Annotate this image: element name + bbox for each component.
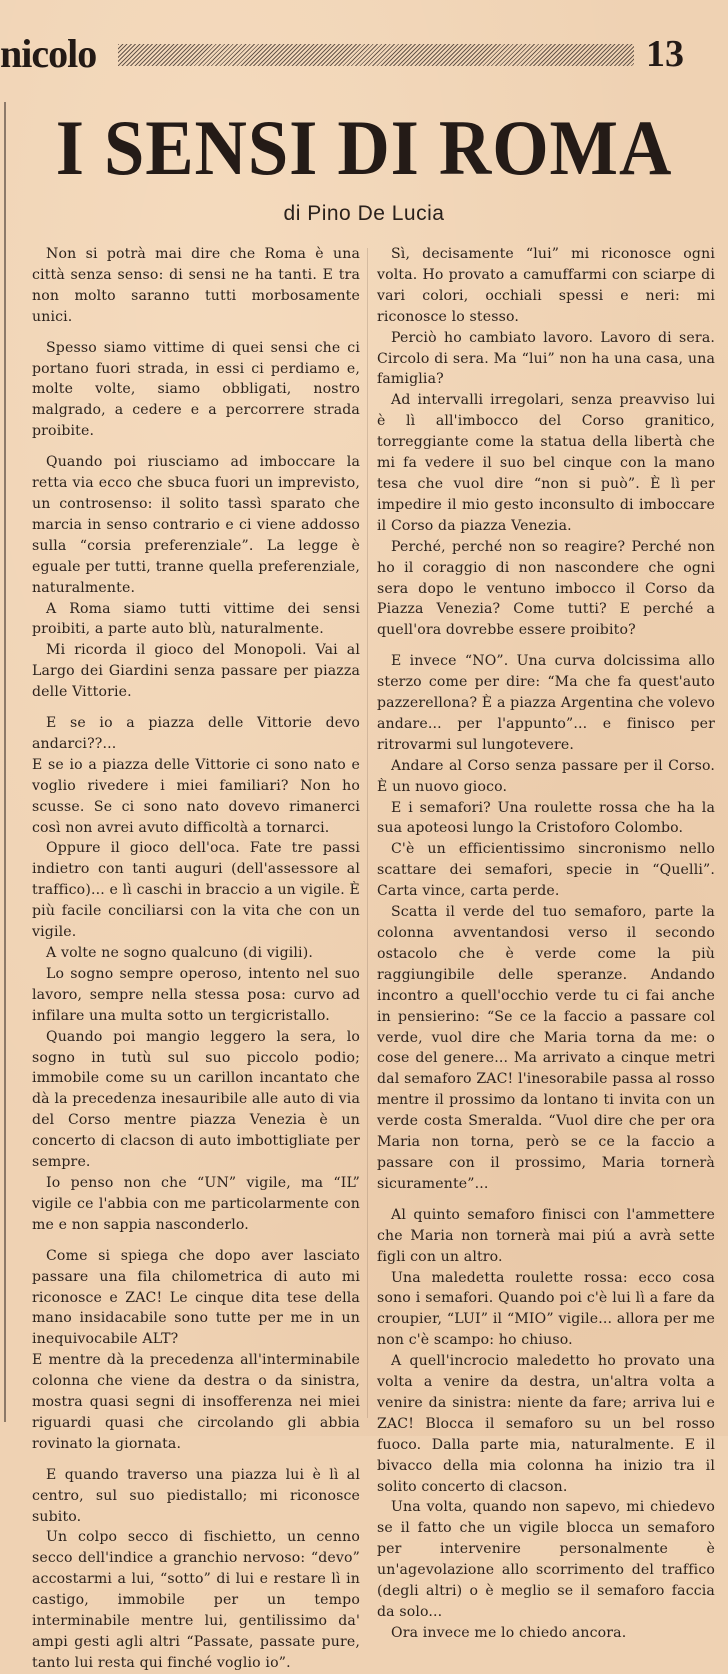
paragraph: Ora invece me lo chiedo ancora. — [391, 1624, 627, 1641]
paragraph: Sì, decisamente “lui” mi riconosce ogni volta. Ho provato a camuffarmi con sciarpe di vari colori, occhiali spessi e neri: mi riconosce lo stesso. — [377, 246, 715, 325]
paragraph: Una volta, quando non sapevo, mi chiedevo se il fatto che un vigile blocca un semaforo per intervenire personalmente è un'agevolazione allo scorrimento del traffico (degli altri) o è meglio se il semaforo faccia da solo... — [377, 1499, 715, 1620]
page-number: 13 — [646, 33, 684, 75]
paragraph: E se io a piazza delle Vittorie devo andarci??... — [32, 715, 360, 752]
paragraph: Non si potrà mai dire che Roma è una città senza senso: di sensi ne ha tanti. E tra non molto saranno tutti morbosamente unici. — [32, 246, 360, 325]
paragraph: Lo sogno sempre operoso, intento nel suo lavoro, sempre nella stessa posa: curvo ad infilare una multa sotto un tergicristallo. — [32, 965, 360, 1024]
article-byline: di Pino De Lucia — [283, 202, 445, 225]
article-title: I SENSI DI ROMA — [55, 104, 673, 191]
paragraph: Quando poi riusciamo ad imboccare la retta via ecco che sbuca fuori un imprevisto, un controsenso: il solito tassì sparato che marcia in senso contrario e ci viene addosso sulla “corsia preferenziale”. La legge è eguale per tutti, tranne quella preferenziale, naturalmente. — [32, 454, 360, 596]
paragraph: E invece “NO”. Una curva dolcissima allo sterzo come per dire: “Ma che fa quest'auto pazzerellona? È a piazza Argentina che volevo andare... per l'appunto”... e finisco per ritrovarmi sul lungotevere. — [377, 653, 715, 753]
column-divider — [367, 248, 368, 1418]
paragraph: Un colpo secco di fischietto, un cenno secco dell'indice a granchio nervoso: “devo” accostarmi a lui, “sotto” di lui e restare lì in castigo, immobile per un tempo interminabile mentre lui, gentilissimo da' ampi gesti agli altri “Passate, passate pure, tanto lui resta qui finché voglio io”. — [32, 1529, 360, 1671]
masthead-hatch-decoration — [118, 44, 634, 66]
paragraph: Io penso non che “UN” vigile, ma “IL” vigile ce l'abbia con me particolarmente con me e non sappia nasconderlo. — [32, 1174, 360, 1233]
paragraph: Al quinto semaforo finisci con l'ammettere che Maria non tornerà mai piú a avrà sette figli con un altro. — [377, 1206, 715, 1265]
paragraph: Perciò ho cambiato lavoro. Lavoro di sera. Circolo di sera. Ma “lui” non ha una casa, una famiglia? — [377, 329, 715, 388]
paragraph: Oppure il gioco dell'oca. Fate tre passi indietro con tanti auguri (dell'assessore al traffico)... e lì caschi in braccio a un vigile. È più facile conciliarsi con la vita che con un vigile. — [32, 840, 360, 941]
paragraph: Scatta il verde del tuo semaforo, parte la colonna avventandosi verso il secondo ostacolo che è verde come la più raggiungibile delle speranze. Andando incontro a quell'occhio verde tu ci fai anche in pensierino: “Se ce la faccio a passare col verde, vuol dire che Maria torna da me: o cose del genere... Ma arrivato a cinque metri dal semaforo ZAC! l'inesorabile passa al rosso mentre il prossimo da lontano ti invita con un verde costa Smeralda. “Vuol dire che per ora Maria non torna, però se ce la faccio a passare con il prossimo, Maria tornerà sicuramente”... — [377, 904, 715, 1192]
paragraph: Mi ricorda il gioco del Monopoli. Vai al Largo dei Giardini senza passare per piazza delle Vittorie. — [32, 642, 360, 701]
newspaper-name: nicolo — [0, 31, 97, 76]
right-column — [377, 244, 715, 1644]
paragraph: Una maledetta roulette rossa: ecco cosa sono i semafori. Quando poi c'è lui lì a fare da croupier, “LUI” il “MIO” vigile... allora per me non c'è scampo: ho chiuso. — [377, 1269, 715, 1349]
masthead — [0, 30, 728, 80]
paragraph: C'è un efficientissimo sincronismo nello scattare dei semafori, specie in “Quelli”. Carta vince, carta perde. — [377, 841, 715, 900]
paragraph: E quando traverso una piazza lui è lì al centro, sul suo piedistallo; mi riconosce subito. — [32, 1466, 360, 1525]
paragraph: Ad intervalli irregolari, senza preavviso lui è lì all'imbocco del Corso granitico, torreggiante come la statua della libertà che mi fa vedere il suo bel cinque con la mano tesa che vuol dire “non si può”. È lì per impedire il mio gesto inconsulto di imboccare il Corso da piazza Venezia. — [377, 392, 715, 534]
paragraph: Perché, perché non so reagire? Perché non ho il coraggio di non nascondere che ogni sera dopo le ventuno imbocco il Corso da Piazza Venezia? Come tutti? E perché a quell'ora dovrebbe essere proibito? — [377, 538, 715, 639]
paragraph: E se io a piazza delle Vittorie ci sono nato e voglio rivedere i miei familiari? Non ho scusse. Se ci sono nato dovevo rimanerci così non avrei avuto difficoltà a tornarci. — [32, 756, 360, 836]
paragraph: Andare al Corso senza passare per il Corso. È un nuovo gioco. — [377, 757, 715, 795]
paragraph: A Roma siamo tutti vittime dei sensi proibiti, a parte auto blù, naturalmente. — [32, 600, 360, 638]
paragraph: E mentre dà la precedenza all'interminabile colonna che viene da destra o da sinistra, mostra quasi segni di insofferenza nei miei riguardi quasi che circolando gli abbia rovinato la giornata. — [32, 1352, 360, 1452]
paragraph: Come si spiega che dopo aver lasciato passare una fila chilometrica di auto mi riconosce e ZAC! Le cinque dita tese della mano insidacabile sono tutte per me in un inequivocabile ALT? — [32, 1247, 360, 1348]
left-column — [32, 244, 360, 1674]
paragraph: E i semafori? Una roulette rossa che ha la sua apoteosi lungo la Cristoforo Colombo. — [377, 799, 715, 837]
paragraph: A quell'incrocio maledetto ho provato una volta a venire da destra, un'altra volta a venire da sinistra: niente da fare; arriva lui e ZAC! Blocca il semaforo su un bel rosso fuoco. Dalla parte mia, naturalmente. E il bivacco della mia colonna ha inizio tra il solito concerto di clacson. — [377, 1353, 715, 1495]
paragraph: Quando poi mangio leggero la sera, lo sogno in tutù sul suo piccolo podio; immobile come su un carillon incantato che dà la precedenza inesauribile alle auto di via del Corso mentre piazza Venezia è un concerto di clacson di auto imbottigliate per sempre. — [32, 1028, 360, 1171]
left-margin-rule — [4, 102, 6, 1422]
paragraph: Spesso siamo vittime di quei sensi che ci portano fuori strada, in essi ci perdiamo e, molte volte, siamo obbligati, nostro malgrado, a cedere e a percorrere strada proibite. — [32, 339, 360, 440]
paragraph: A volte ne sogno qualcuno (di vigili). — [46, 945, 313, 961]
